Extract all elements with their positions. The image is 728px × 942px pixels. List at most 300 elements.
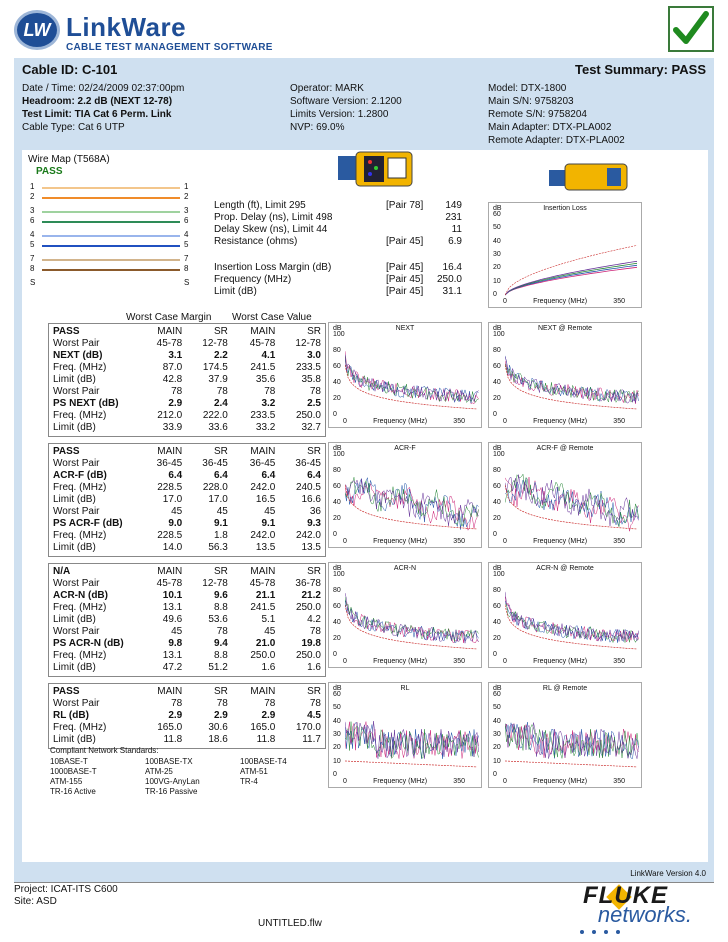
- chart-plot: [505, 577, 639, 657]
- table-cell: 36-45: [156, 458, 183, 469]
- table-cell: 2.2: [213, 350, 228, 361]
- standard-item: 10BASE-T: [50, 757, 88, 766]
- table-cell: 5.1: [261, 614, 276, 625]
- chart-unit-label: dB: [493, 445, 502, 452]
- chart-limit-line: [345, 605, 477, 649]
- table-cell: SR: [213, 446, 228, 457]
- table-cell: 45: [264, 626, 276, 637]
- chart-tick-label: 0: [493, 771, 497, 778]
- fluke-logo-text: FLUKE: [583, 882, 668, 909]
- chart-tick-label: 40: [333, 499, 341, 506]
- standard-item: 1000BASE-T: [50, 767, 97, 776]
- metric-row: [214, 248, 464, 262]
- table-cell: 36-45: [249, 458, 276, 469]
- cable-id: Cable ID: C-101: [22, 62, 118, 77]
- chart-tick-label: 60: [493, 483, 501, 490]
- table-cell: RL (dB): [53, 710, 89, 721]
- networks-dot-icon: [604, 930, 608, 934]
- brand-subtitle: CABLE TEST MANAGEMENT SOFTWARE: [66, 42, 273, 53]
- acrf-remote-chart: [488, 442, 642, 548]
- header-col-1: [22, 82, 184, 134]
- table-row: [53, 338, 321, 350]
- table-cell: Freq. (MHz): [53, 362, 107, 373]
- metric-row: [214, 286, 464, 298]
- chart-tick-label: 10: [493, 277, 501, 285]
- table-cell: 228.5: [157, 530, 183, 541]
- standards-title: Compliant Network Standards:: [50, 746, 159, 755]
- main-adapter: Main Adapter: DTX-PLA002: [488, 122, 612, 133]
- standards-row: [50, 757, 320, 767]
- table-cell: 32.7: [301, 422, 321, 433]
- table-cell: MAIN: [250, 686, 276, 697]
- chart-tick-label: 60: [493, 691, 501, 698]
- wiremap-wire: [42, 235, 180, 237]
- table-cell: 9.0: [168, 518, 183, 529]
- chart-tick-label: 0: [493, 291, 497, 298]
- table-cell: 165.0: [157, 722, 183, 733]
- wiremap-left-pin: 6: [30, 216, 35, 225]
- chart-x-label: 350: [453, 778, 465, 785]
- chart-x-label: 0: [503, 778, 507, 785]
- table-cell: 3.1: [168, 350, 183, 361]
- table-cell: 13.5: [255, 542, 276, 553]
- wiremap-left-pin: 5: [30, 240, 35, 249]
- table-cell: 3.0: [307, 350, 321, 361]
- table-cell: 36-78: [295, 578, 321, 589]
- chart-x-axis: [489, 778, 641, 785]
- table-cell: MAIN: [250, 326, 276, 337]
- chart-series-line: [505, 267, 637, 295]
- chart-plot: [505, 337, 639, 417]
- wiremap-left-pin: 2: [30, 192, 35, 201]
- networks-logo-text: networks.: [597, 902, 692, 927]
- filename: UNTITLED.flw: [258, 918, 322, 929]
- metric-label: Resistance (ohms): [214, 236, 298, 247]
- table-cell: 9.6: [213, 590, 228, 601]
- table-cell: 9.3: [307, 518, 321, 529]
- table-row: [53, 482, 321, 494]
- metric-row: [214, 262, 464, 274]
- table-cell: 8.8: [213, 602, 228, 613]
- chart-tick-label: 60: [333, 603, 341, 610]
- table-row: [53, 410, 321, 422]
- chart-x-label: Frequency (MHz): [373, 778, 428, 785]
- table-row: [53, 590, 321, 602]
- table-cell: SR: [213, 566, 228, 577]
- chart-title: ACR-F: [394, 445, 416, 452]
- table-row: [53, 686, 321, 698]
- standard-item: 100BASE-T4: [240, 757, 287, 766]
- table-cell: Worst Pair: [53, 338, 100, 349]
- table-cell: 2.4: [213, 398, 228, 409]
- table-cell: 250.0: [250, 650, 276, 661]
- table-cell: 6.4: [261, 470, 276, 481]
- chart-tick-label: 20: [493, 264, 501, 272]
- table-cell: 87.0: [162, 362, 183, 373]
- wiremap-wire: [42, 187, 180, 189]
- table-cell: Limit (dB): [53, 422, 96, 433]
- table-row: [53, 362, 321, 374]
- test-summary: Test Summary: PASS: [574, 62, 706, 77]
- table-cell: 49.6: [162, 614, 183, 625]
- model: Model: DTX-1800: [488, 83, 567, 94]
- metric-label: Frequency (MHz): [214, 274, 292, 285]
- chart-x-label: 350: [453, 538, 465, 545]
- chart-tick-label: 40: [493, 379, 501, 386]
- chart-title: ACR-N @ Remote: [536, 565, 594, 572]
- metric-pair: [386, 248, 430, 262]
- table-cell: 16.5: [255, 494, 276, 505]
- acrn-remote-chart: [488, 562, 642, 668]
- metric-row: [214, 274, 464, 286]
- metric-label: [214, 248, 386, 262]
- table-cell: 45-78: [156, 578, 183, 589]
- standard-item: ATM-155: [50, 777, 83, 786]
- networks-dot-icon: [592, 930, 596, 934]
- main-sn: Main S/N: 9758203: [488, 96, 574, 107]
- table-cell: 250.0: [295, 602, 321, 613]
- table-cell: 78: [264, 698, 276, 709]
- chart-tick-label: 40: [493, 717, 501, 725]
- chart-unit-label: dB: [493, 685, 502, 692]
- table-cell: Freq. (MHz): [53, 650, 107, 661]
- table-cell: 78: [264, 386, 276, 397]
- table-cell: 13.5: [301, 542, 321, 553]
- table-row: [53, 602, 321, 614]
- chart-tick-label: 100: [333, 571, 345, 578]
- table-cell: 35.6: [255, 374, 276, 385]
- header-col-3: [488, 82, 625, 147]
- table-cell: 250.0: [295, 650, 321, 661]
- table-cell: Limit (dB): [53, 734, 96, 745]
- table-cell: Worst Pair: [53, 506, 100, 517]
- chart-title: RL @ Remote: [542, 685, 588, 692]
- chart-tick-label: 20: [493, 635, 501, 642]
- metric-label: Limit (dB): [214, 286, 257, 297]
- table-cell: Freq. (MHz): [53, 530, 107, 541]
- metric-pair: [Pair 45]: [386, 236, 424, 247]
- table-cell: 1.6: [261, 662, 276, 673]
- table-cell: MAIN: [157, 686, 183, 697]
- standards-row: [50, 767, 320, 777]
- table-row: [53, 530, 321, 542]
- chart-tick-label: 20: [333, 515, 341, 522]
- metric-value: 231: [445, 212, 462, 223]
- site: Site: ASD: [14, 896, 57, 907]
- standards-list: [50, 757, 320, 797]
- chart-tick-label: 50: [333, 704, 341, 712]
- chart-tick-label: 0: [493, 411, 497, 418]
- table-cell: 4.2: [307, 614, 321, 625]
- networks-dot-icon: [616, 930, 620, 934]
- chart-title: NEXT @ Remote: [537, 325, 593, 332]
- acrn-chart: [328, 562, 482, 668]
- chart-tick-label: 40: [493, 499, 501, 506]
- table-row: [53, 734, 321, 746]
- table-cell: 78: [309, 698, 321, 709]
- chart-title: RL: [400, 685, 410, 692]
- table-cell: Limit (dB): [53, 662, 96, 673]
- table-row: [53, 446, 321, 458]
- table-cell: 47.2: [162, 662, 183, 673]
- chart-tick-label: 100: [493, 331, 505, 338]
- chart-x-label: Frequency (MHz): [373, 418, 428, 425]
- chart-tick-label: 80: [493, 587, 501, 594]
- chart-x-label: Frequency (MHz): [533, 418, 588, 425]
- next-table: [48, 323, 326, 437]
- table-cell: 170.0: [295, 722, 321, 733]
- metric-row: [214, 212, 464, 224]
- table-cell: Freq. (MHz): [53, 410, 107, 421]
- table-cell: 4.5: [307, 710, 321, 721]
- wiremap-diagram: [28, 182, 198, 292]
- table-cell: 165.0: [250, 722, 276, 733]
- chart-x-label: 0: [503, 538, 507, 545]
- table-cell: Freq. (MHz): [53, 722, 107, 733]
- table-cell: MAIN: [157, 446, 183, 457]
- wiremap-left-pin: 1: [30, 182, 35, 191]
- table-cell: SR: [307, 446, 321, 457]
- table-cell: MAIN: [250, 566, 276, 577]
- operator: Operator: MARK: [290, 83, 364, 94]
- chart-tick-label: 30: [333, 731, 341, 738]
- chart-tick-label: 40: [333, 717, 341, 725]
- table-cell: 12-78: [202, 578, 228, 589]
- table-cell: 228.5: [157, 482, 183, 493]
- table-cell: 21.1: [255, 590, 276, 601]
- table-cell: 36: [309, 506, 321, 517]
- metric-row: [214, 236, 464, 248]
- table-cell: 9.4: [213, 638, 228, 649]
- chart-tick-label: 80: [493, 347, 501, 354]
- chart-x-label: 0: [503, 418, 507, 425]
- chart-x-axis: [329, 658, 481, 665]
- chart-title: ACR-N: [393, 565, 417, 572]
- table-cell: 56.3: [208, 542, 228, 553]
- chart-tick-label: 10: [333, 757, 341, 765]
- table-cell: SR: [307, 326, 321, 337]
- table-cell: 8.8: [213, 650, 228, 661]
- table-cell: 33.2: [255, 422, 276, 433]
- chart-x-label: 0: [343, 418, 347, 425]
- table-cell: 233.5: [295, 362, 321, 373]
- header-col-2: [290, 82, 402, 134]
- chart-tick-label: 20: [493, 395, 501, 402]
- wiremap-left-pin: S: [30, 278, 36, 287]
- chart-limit-line: [505, 761, 637, 767]
- metric-value: 149: [445, 200, 462, 211]
- table-cell: 14.0: [162, 542, 183, 553]
- chart-unit-label: dB: [333, 325, 342, 332]
- chart-plot: [345, 577, 479, 657]
- wiremap-right-pin: 4: [184, 230, 189, 239]
- metric-row: [214, 200, 464, 212]
- rl-chart: [328, 682, 482, 788]
- next-chart: [328, 322, 482, 428]
- chart-unit-label: dB: [493, 565, 502, 572]
- table-row: [53, 422, 321, 434]
- table-cell: 16.6: [301, 494, 321, 505]
- acrf-chart: [328, 442, 482, 548]
- acrf-table: [48, 443, 326, 557]
- standard-item: TR-4: [240, 777, 258, 786]
- remote-tester-icon: [545, 160, 635, 194]
- chart-tick-label: 20: [493, 515, 501, 522]
- next-remote-chart: [488, 322, 642, 428]
- chart-limit-line: [345, 761, 477, 767]
- metric-pair: [386, 212, 430, 224]
- chart-tick-label: 80: [333, 587, 341, 594]
- chart-limit-line: [345, 365, 477, 409]
- test-limit: Test Limit: TIA Cat 6 Perm. Link: [22, 109, 172, 120]
- wiremap-result: PASS: [36, 166, 63, 177]
- table-row: [53, 650, 321, 662]
- chart-series-line: [345, 478, 479, 530]
- table-cell: 42.8: [162, 374, 183, 385]
- headroom: Headroom: 2.2 dB (NEXT 12-78): [22, 96, 173, 107]
- chart-tick-label: 50: [493, 224, 501, 232]
- chart-tick-label: 100: [333, 451, 345, 458]
- table-cell: 222.0: [202, 410, 228, 421]
- table-cell: Limit (dB): [53, 374, 96, 385]
- chart-x-axis: [329, 538, 481, 545]
- table-cell: 45: [216, 506, 228, 517]
- project: Project: ICAT-ITS C600: [14, 884, 118, 895]
- table-row: [53, 578, 321, 590]
- table-cell: N/A: [53, 566, 71, 577]
- chart-x-label: Frequency (MHz): [533, 538, 588, 545]
- chart-unit-label: dB: [333, 565, 342, 572]
- chart-tick-label: 100: [493, 451, 505, 458]
- standards-row: [50, 777, 320, 787]
- table-row: [53, 626, 321, 638]
- wiremap-right-pin: 6: [184, 216, 189, 225]
- table-cell: 45-78: [249, 578, 276, 589]
- chart-tick-label: 10: [493, 757, 501, 765]
- chart-tick-label: 100: [493, 571, 505, 578]
- wiremap-right-pin: S: [184, 278, 190, 287]
- table-cell: 2.9: [261, 710, 276, 721]
- chart-x-label: Frequency (MHz): [373, 538, 428, 545]
- chart-tick-label: 40: [333, 619, 341, 626]
- table-cell: 35.8: [301, 374, 321, 385]
- rl-remote-chart: [488, 682, 642, 788]
- chart-tick-label: 0: [333, 531, 337, 538]
- chart-tick-label: 30: [493, 251, 501, 258]
- standard-item: ATM-51: [240, 767, 268, 776]
- table-cell: 2.5: [307, 398, 321, 409]
- table-cell: MAIN: [157, 326, 183, 337]
- wiremap-right-pin: 7: [184, 254, 189, 263]
- table-cell: 45-78: [249, 338, 276, 349]
- metric-value: 16.4: [442, 262, 462, 273]
- table-row: [53, 374, 321, 386]
- chart-x-label: 350: [613, 538, 625, 545]
- chart-plot: [345, 457, 479, 537]
- table-cell: 18.6: [208, 734, 228, 745]
- metric-pair: [Pair 45]: [386, 274, 424, 285]
- table-row: [53, 326, 321, 338]
- metric-label: Length (ft), Limit 295: [214, 200, 306, 211]
- table-cell: SR: [307, 566, 321, 577]
- metric-label: Insertion Loss Margin (dB): [214, 262, 332, 273]
- table-cell: Worst Pair: [53, 458, 100, 469]
- chart-tick-label: 80: [333, 347, 341, 354]
- chart-tick-label: 60: [333, 363, 341, 370]
- nvp: NVP: 69.0%: [290, 122, 345, 133]
- chart-plot: [505, 457, 639, 537]
- wiremap-wire: [42, 211, 180, 213]
- chart-x-label: 0: [503, 658, 507, 665]
- wiremap-wire: [42, 245, 180, 247]
- table-cell: 4.1: [261, 350, 276, 361]
- networks-dot-icon: [580, 930, 584, 934]
- chart-unit-label: dB: [493, 205, 502, 212]
- table-cell: 17.0: [162, 494, 183, 505]
- table-cell: 1.6: [307, 662, 321, 673]
- metric-pair: [Pair 45]: [386, 262, 424, 273]
- table-cell: 12-78: [295, 338, 321, 349]
- table-cell: 241.5: [250, 362, 276, 373]
- pass-checkmark-icon: [668, 6, 714, 52]
- insertion-loss-chart: [488, 202, 642, 308]
- chart-x-label: 0: [343, 778, 347, 785]
- table-cell: Worst Pair: [53, 386, 100, 397]
- chart-x-label: 350: [613, 658, 625, 665]
- standard-item: 100VG-AnyLan: [145, 777, 200, 786]
- metric-pair: [Pair 45]: [386, 286, 424, 297]
- table-row: [53, 458, 321, 470]
- table-cell: 12-78: [202, 338, 228, 349]
- table-cell: NEXT (dB): [53, 350, 103, 361]
- chart-plot: [505, 697, 639, 777]
- chart-tick-label: 20: [333, 635, 341, 642]
- table-cell: 9.8: [168, 638, 183, 649]
- metric-row: [214, 224, 464, 236]
- standard-item: [240, 787, 320, 797]
- remote-adapter: Remote Adapter: DTX-PLA002: [488, 135, 625, 146]
- table-cell: 2.9: [168, 710, 183, 721]
- date-time: Date / Time: 02/24/2009 02:37:00pm: [22, 83, 185, 94]
- chart-x-label: Frequency (MHz): [533, 778, 588, 785]
- table-row: [53, 698, 321, 710]
- table-cell: 78: [171, 698, 183, 709]
- metric-value: 11: [451, 224, 462, 235]
- table-cell: 30.6: [208, 722, 228, 733]
- table-row: [53, 350, 321, 362]
- chart-tick-label: 50: [493, 704, 501, 712]
- table-cell: 2.9: [168, 398, 183, 409]
- metric-value: 6.9: [448, 236, 462, 247]
- table-cell: 13.1: [162, 602, 183, 613]
- table-cell: PASS: [53, 686, 80, 697]
- brand-header: [14, 8, 294, 56]
- chart-x-label: 350: [613, 298, 625, 305]
- standards-row: [50, 787, 320, 797]
- rl-table: [48, 683, 326, 749]
- chart-title: Insertion Loss: [543, 205, 587, 212]
- table-cell: 10.1: [162, 590, 183, 601]
- standard-item: TR-16 Passive: [145, 787, 198, 796]
- chart-tick-label: 30: [493, 731, 501, 738]
- table-cell: PASS: [53, 326, 80, 337]
- chart-tick-label: 0: [333, 651, 337, 658]
- table-cell: 78: [216, 698, 228, 709]
- table-cell: 21.0: [255, 638, 276, 649]
- table-cell: 21.2: [301, 590, 321, 601]
- table-cell: 241.5: [250, 602, 276, 613]
- table-cell: ACR-F (dB): [53, 470, 107, 481]
